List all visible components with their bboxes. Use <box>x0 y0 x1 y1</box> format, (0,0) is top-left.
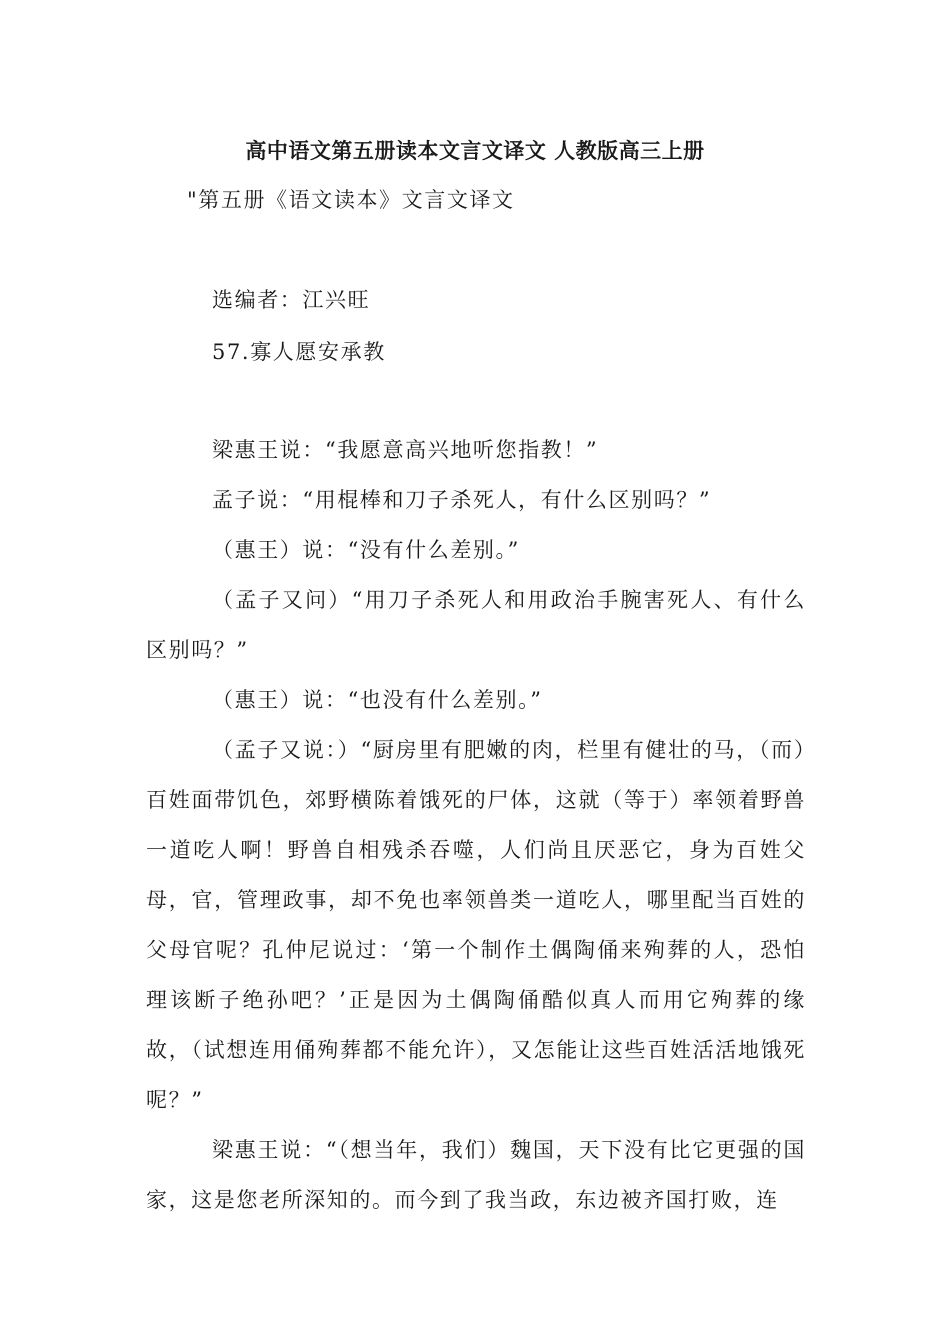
paragraph: 梁惠王说：“我愿意高兴地听您指教！” <box>212 438 599 462</box>
paragraph: （惠王）说：“也没有什么差别。” <box>212 688 543 712</box>
paragraph: （惠王）说：“没有什么差别。” <box>212 538 520 562</box>
editor-line: 选编者：江兴旺 <box>212 288 371 312</box>
document-title: 高中语文第五册读本文言文译文 人教版高三上册 <box>245 139 705 163</box>
section-heading: 57.寡人愿安承教 <box>212 340 386 364</box>
paragraph: （孟子又问）“用刀子杀死人和用政治手腕害死人、有什么区别吗？” <box>146 588 806 662</box>
paragraph: （孟子又说：）“厨房里有肥嫩的肉，栏里有健壮的马，（而）百姓面带饥色，郊野横陈着饿死的尸体，这就（等于）率领着野兽一道吃人啊！野兽自相残杀吞噬，人们尚且厌恶它，身为百姓父母，官，管理政事，却不免也率领兽类一道吃人，哪里配当百姓的父母官呢？孔仲尼说过：‘第一个制作土偶陶俑来殉葬的人，恐怕理该断子绝孙吧？’正是因为土偶陶俑酷似真人而用它殉葬的缘故，（试想连用俑殉葬都不能允许），又怎能让这些百姓活活地饿死呢？” <box>146 738 806 1112</box>
translation-body <box>146 425 806 1225</box>
document-subtitle: "第五册《语文读本》文言文译文 <box>187 188 515 212</box>
paragraph: 梁惠王说：“（想当年，我们）魏国，天下没有比它更强的国家，这是您老所深知的。而今到了我当政，东边被齐国打败，连 <box>146 1138 806 1212</box>
paragraph: 孟子说：“用棍棒和刀子杀死人，有什么区别吗？” <box>212 488 712 512</box>
